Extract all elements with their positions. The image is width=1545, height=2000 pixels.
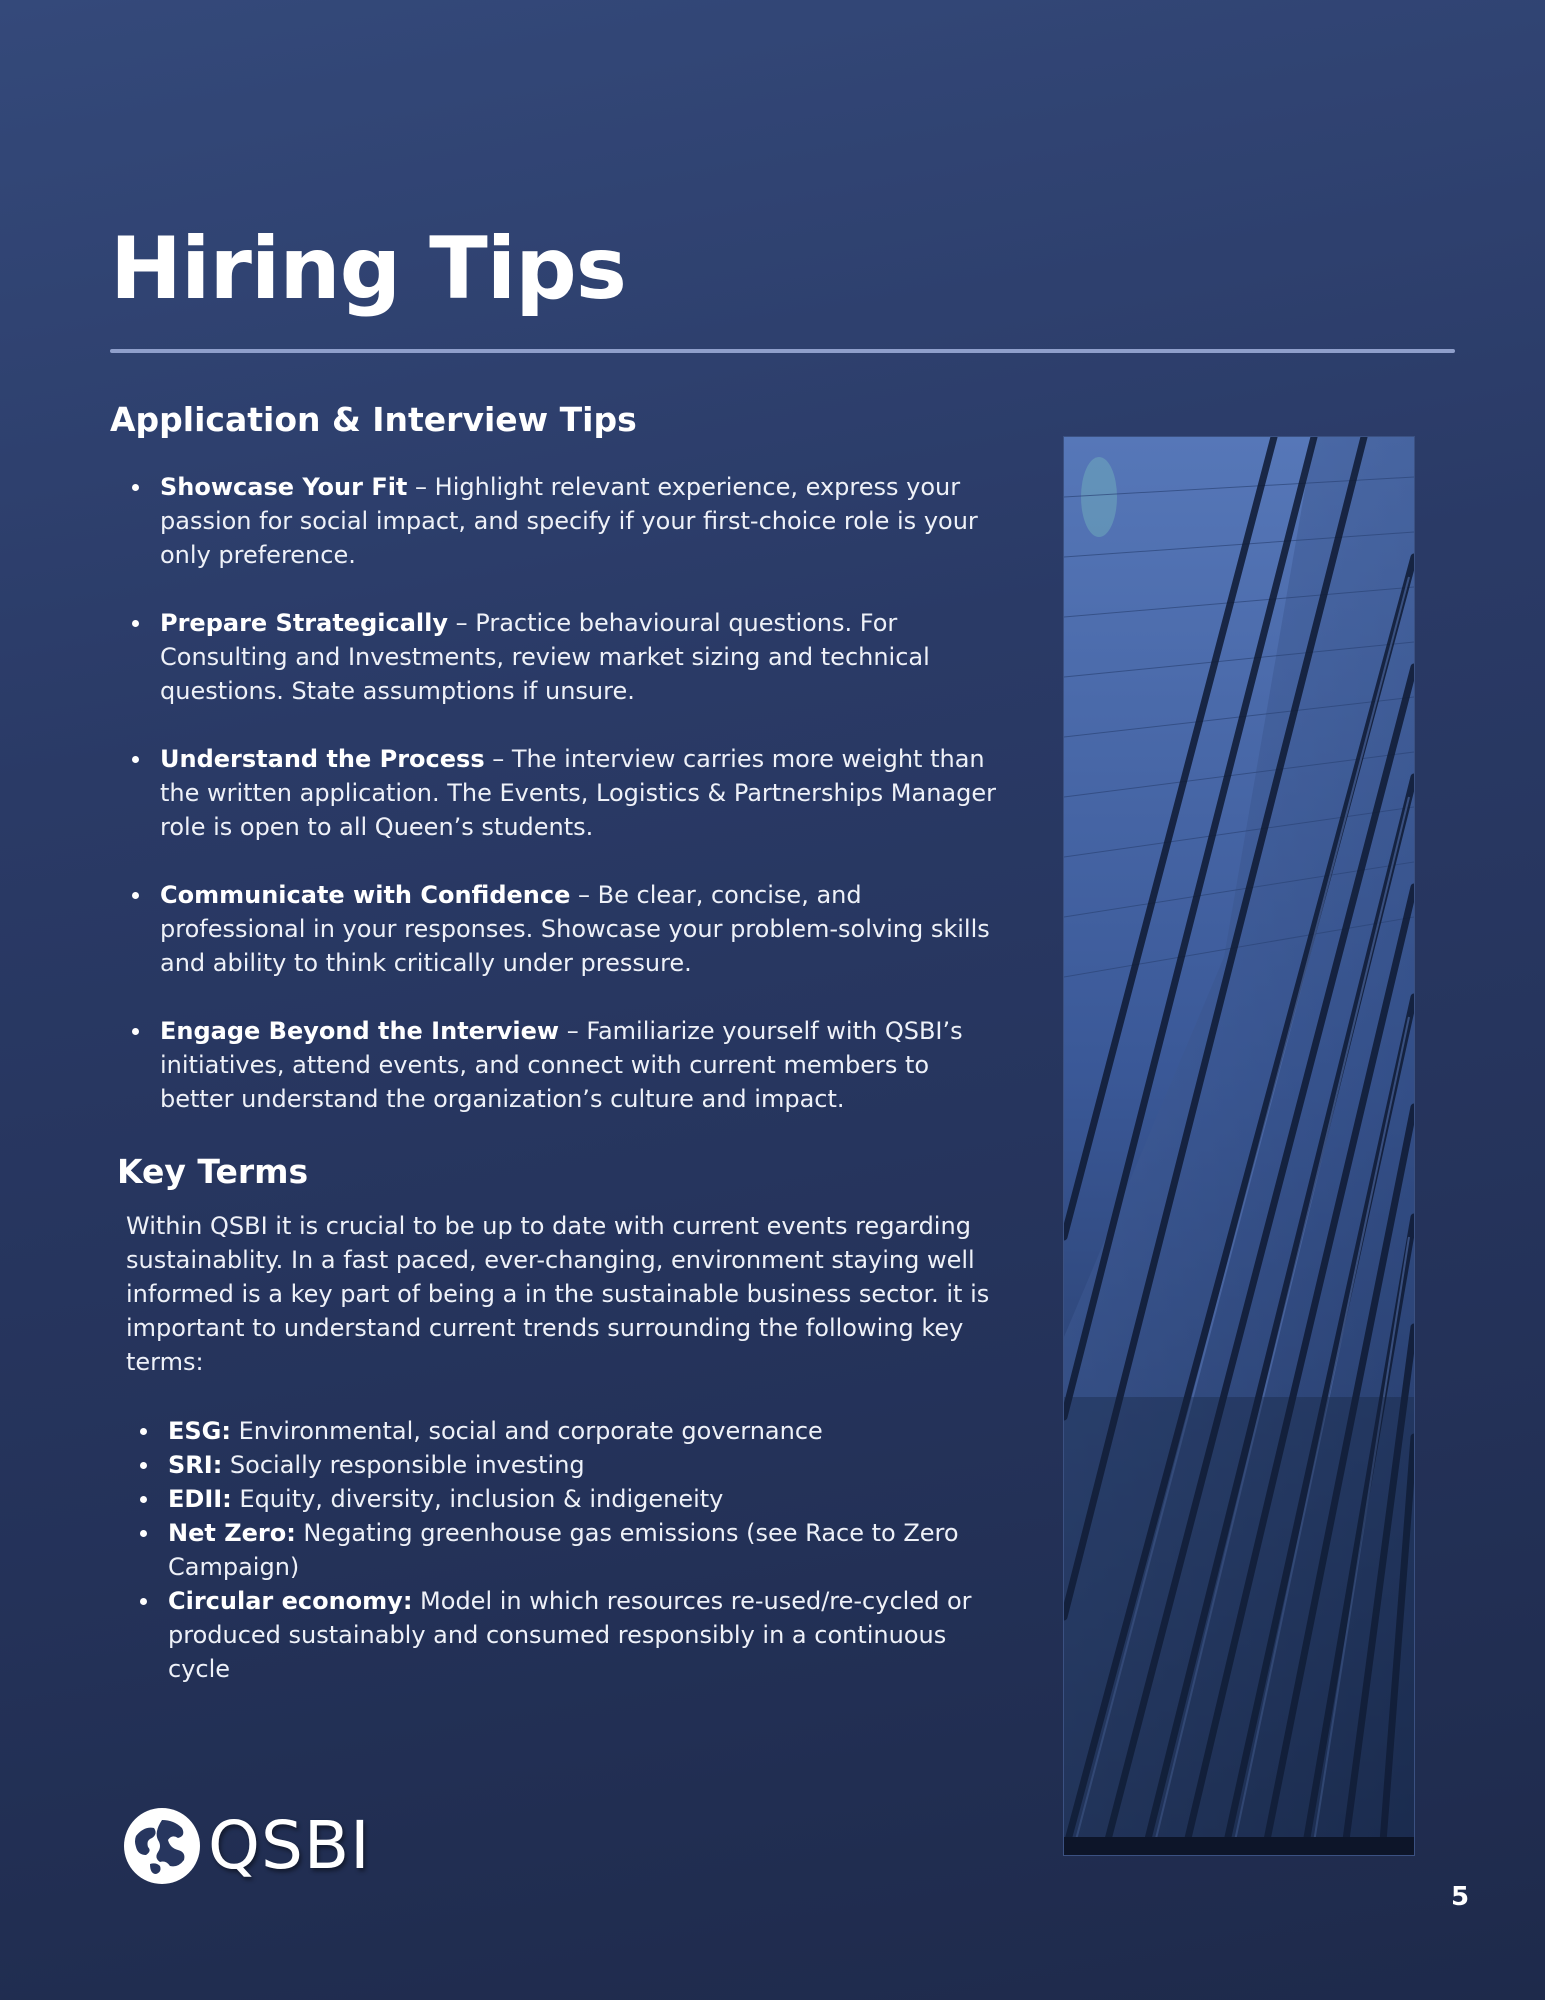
tip-title: Engage Beyond the Interview [160,1017,560,1045]
page-number: 5 [1450,1882,1470,1912]
tips-heading: Application & Interview Tips [110,400,637,439]
term-definition: Model in which resources re-used/re-cycled or produced sustainably and consumed responsibly in a continuous cycle [168,1587,972,1683]
term-definition: Negating greenhouse gas emissions (see Race to Zero Campaign) [168,1519,959,1581]
list-item [118,606,998,708]
globe-icon [122,1806,202,1886]
list-item [126,1584,1006,1686]
building-facade-graphic [1064,437,1414,1855]
list-item [126,1482,1006,1516]
term-label: EDII: [168,1485,232,1513]
tip-title: Understand the Process [160,745,485,773]
key-terms-intro: Within QSBI it is crucial to be up to date with current events regarding sustainablity. In a fast paced, ever-changing, environment staying well informed is a key part of being a in the sustainable business sector. it is important to understand current trends surrounding the following key terms: [126,1212,990,1376]
tip-text: – Familiarize yourself with QSBI’s initiatives, attend events, and connect with current members to better understand the organization’s culture and impact. [160,1017,963,1113]
building-photo [1063,436,1415,1856]
tip-text: – Be clear, concise, and professional in your responses. Showcase your problem-solving skills and ability to think critically under pressure. [160,881,990,977]
logo-text: QSBI [208,1807,371,1884]
tips-list [118,470,998,1150]
page-title: Hiring Tips [110,219,626,319]
qsbi-logo [122,1806,371,1886]
title-divider [110,349,1455,353]
tip-text: – Practice behavioural questions. For Consulting and Investments, review market sizing and technical questions. State assumptions if unsure. [160,609,930,705]
tip-text: – The interview carries more weight than the written application. The Events, Logistics & Partnerships Manager role is open to all Queen’s students. [160,745,996,841]
tip-text: – Highlight relevant experience, express your passion for social impact, and specify if your first-choice role is your only preference. [160,473,978,569]
term-definition: Socially responsible investing [222,1451,585,1479]
term-definition: Equity, diversity, inclusion & indigeneity [231,1485,724,1513]
list-item [126,1516,1006,1584]
term-label: SRI: [168,1451,223,1479]
term-label: Net Zero: [168,1519,296,1547]
term-definition: Environmental, social and corporate governance [230,1417,823,1445]
list-item [118,470,998,572]
key-terms-heading: Key Terms [117,1152,309,1191]
list-item [118,878,998,980]
term-label: Circular economy: [168,1587,413,1615]
list-item [118,1014,998,1116]
term-label: ESG: [168,1417,231,1445]
list-item [126,1448,1006,1482]
tip-title: Showcase Your Fit [160,473,408,501]
tip-title: Communicate with Confidence [160,881,571,909]
tip-title: Prepare Strategically [160,609,449,637]
key-terms-list [126,1414,1006,1686]
list-item [126,1414,1006,1448]
list-item [118,742,998,844]
